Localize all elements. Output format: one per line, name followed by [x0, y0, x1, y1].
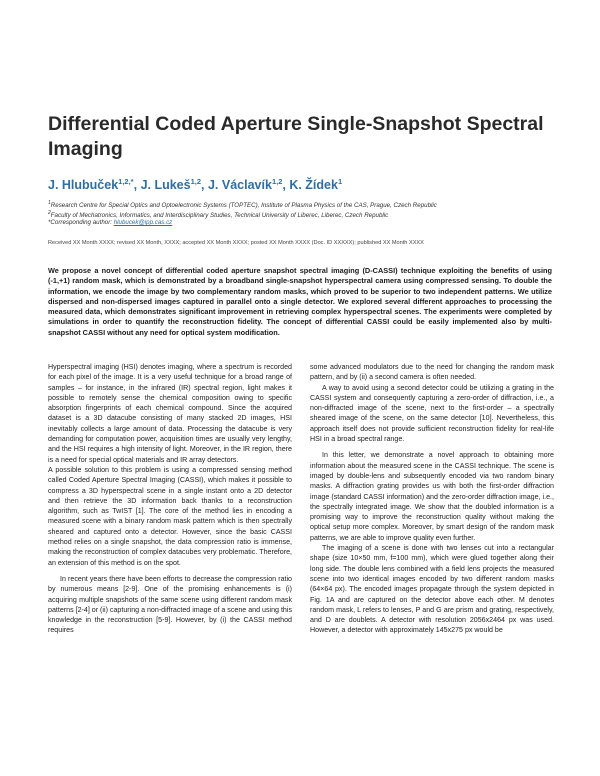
body-paragraph: In recent years there have been efforts to decrease the compression ratio by numerous means [2-9]. One of the promising enhancements is (i) acquiring multiple snapshots of the same scene using different random mask patterns [2-4] or (ii) capturing a non-diffracted image of a scene and using this knowledge in the reconstruction [5-9]. However, by (i) the CASSI method requires: [48, 574, 292, 635]
author-separator: ,: [282, 178, 290, 193]
author-affiliation-mark: 1,2: [190, 177, 202, 186]
received-dates: Received XX Month XXXX; revised XX Month, XXXX; accepted XX Month XXXX; posted XX Month XXXX (Doc. ID XXXXX); published XX Month XXXX: [48, 240, 424, 246]
author-affiliation-mark: 1: [337, 177, 343, 186]
author-name: J. Hlubuček: [48, 178, 119, 193]
affiliation-mark: 2: [48, 210, 51, 216]
author-name: J. Lukeš: [140, 178, 191, 193]
body-paragraph: Hyperspectral imaging (HSI) denotes imaging, where a spectrum is recorded for each pixel of the image. It is a very useful technique for a broad range of samples – for instance, in the infrared (IR) spectral region, light makes it possible to remotely sense the chemical composition owing to specific absorption fingerprints of each chemical compound. Since the acquired dataset is a 3D datacube consisting of many stacked 2D images, HSI inevitably collects a large amount of data. Processing the datacube is very demanding for computation power, acquisition times are usually very lengthy, and the HSI requires a high intensity of light. Moreover, in the IR region, there is a need for special optical materials and IR array detectors.: [48, 363, 292, 464]
affiliation-text: Faculty of Mechatronics, Informatics, and Interdisciplinary Studies, Technical University of Liberec, Liberec, Czech Republic: [50, 212, 389, 220]
body-paragraph: In this letter, we demonstrate a novel approach to obtaining more information about the measured scene in the CASSI technique. The scene is imaged by double-lens and subsequently encoded via two random binary masks. A diffraction grating provides us with both the first-order diffraction image (standard CASSI information) and the zero-order diffraction image, i.e., the spectrally integrated image. We show that the doubled information is a promising way to improve the reconstruction quality without making the optical setup more complex. Moreover, by smart design of the random mask patterns, we are able to improve quality even further.: [310, 451, 554, 542]
affiliation-text: Research Centre for Special Optics and Optoelectronic Systems (TOPTEC), Institute of Plasma Physics of the CAS, Prague, Czech Republic: [50, 202, 437, 210]
body-column-left: [48, 362, 292, 636]
paper-title: Differential Coded Aperture Single-Snapshot Spectral Imaging: [48, 113, 544, 160]
affiliation-mark: 1: [48, 200, 51, 206]
author-name: J. Václavík: [207, 178, 272, 193]
corresponding-author: [48, 219, 568, 227]
corresponding-email-link[interactable]: hlubucek@ipp.cas.cz: [113, 219, 173, 226]
author-list: [48, 177, 558, 192]
body-paragraph: some advanced modulators due to the need for changing the random mask pattern, and by (ii) a second camera is often needed.: [310, 363, 554, 382]
body-paragraph: A way to avoid using a second detector could be utilizing a grating in the CASSI system and consequently capturing a zero-order of diffraction, i.e., a non-diffracted image of the scene, next to the first-order – a spectrally sheared image of the scene, on the same detector [10]. Nevertheless, this approach itself does not provide sufficient reconstruction fidelity for real-life HSI in a broad spectral range.: [310, 383, 554, 444]
corresponding-label: *Corresponding author:: [48, 219, 114, 226]
author-separator: ,: [133, 178, 141, 193]
author-name: K. Žídek: [289, 178, 338, 193]
author-separator: ,: [201, 178, 208, 193]
abstract: We propose a novel concept of differential coded aperture snapshot spectral imaging (D-CASSI) technique exploiting the benefits of using (-1,+1) random mask, which is demonstrated by a broadband single-snapshot hyperspectral camera using compressed sensing. To double the information, we encode the image by two complementary random masks, which proved to be superior to two independent patterns. We utilize dispersed and non-dispersed images captured in parallel onto a single detector. We explored several different approaches to processing the measured data, which demonstrates significant improvement in retrieving complex hyperspectral scenes. The experiments were completed by simulations in order to quantify the reconstruction fidelity. The concept of differential CASSI could be easily implemented also by multi-snapshot CASSI without any need for optical system modification.: [48, 266, 552, 337]
body-paragraph: The imaging of a scene is done with two lenses cut into a rectangular shape (size 10×50 mm, f=100 mm), which were glued together along their long side. The double lens combined with a field lens projects the measured scene into two identical images encoded by two different random masks (64×64 px). The encoded images propagate through the system depicted in Fig. 1A and are captured on the detector above each other. M denotes random mask, L refers to lenses, P and G are prism and grating, respectively, and D are doublets. A detector with resolution 2056x2464 px was used. However, a detector with approximately 145x275 px would be: [310, 544, 554, 635]
author-affiliation-mark: 1,2: [271, 177, 283, 186]
body-column-right: [310, 362, 554, 636]
author-affiliation-mark: 1,2,*: [118, 177, 134, 186]
body-paragraph: A possible solution to this problem is using a compressed sensing method called Coded Aperture Spectral Imaging (CASSI), which makes it possible to compress a 3D hyperspectral scene in a single instant onto a 2D detector and then retrieve the 3D information back thanks to a reconstruction algorithm, such as TwIST [1]. The core of the method lies in encoding a measured scene with a binary random mask pattern which is then spectrally sheared and captured onto a detector. However, since the basic CASSI method relies on a single snapshot, the data compression ratio is immense, making the reconstruction of complex datacubes very problematic. Therefore, an extension of this method is on the spot.: [48, 465, 292, 567]
